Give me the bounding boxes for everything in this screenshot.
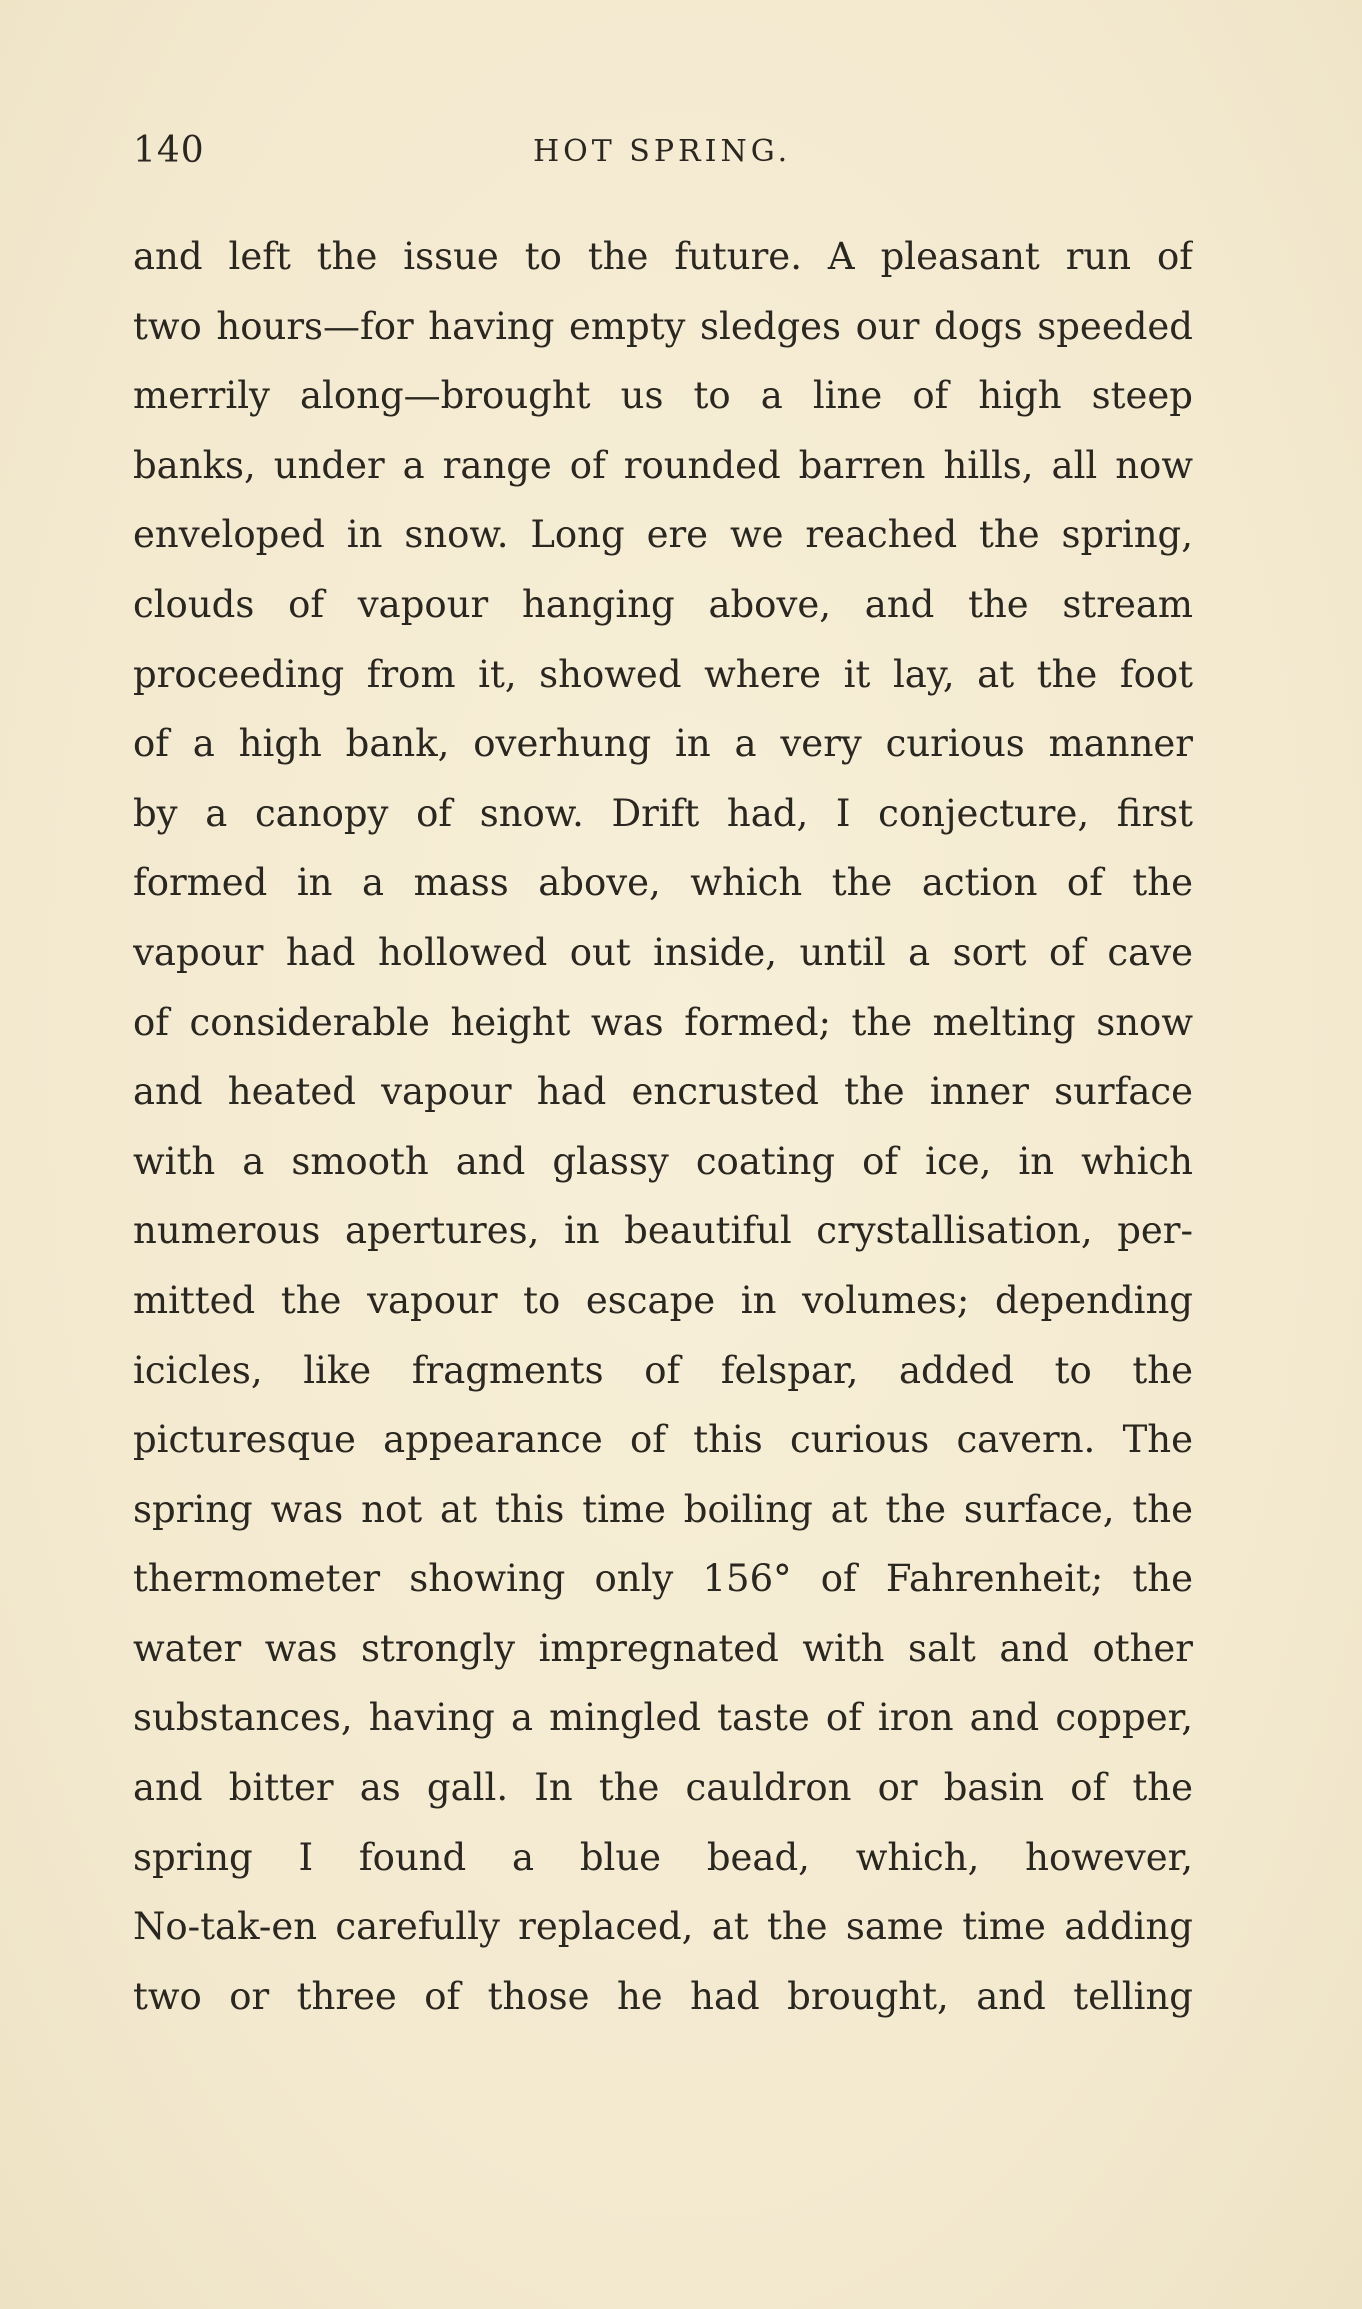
text-line: two or three of those he had brought, and telling [133,1974,1193,2018]
text-line: mitted the vapour to escape in volumes; depending [133,1278,1193,1322]
text-line: banks, under a range of rounded barren hills, all now [133,443,1193,487]
text-line: and heated vapour had encrusted the inner surface [133,1070,1193,1114]
text-line: vapour had hollowed out inside, until a sort of cave [133,930,1193,974]
text-line: icicles, like fragments of felspar, added to the [133,1348,1193,1392]
text-line: formed in a mass above, which the action of the [133,861,1193,905]
text-line: water was strongly impregnated with salt and other [133,1626,1193,1670]
text-line: and left the issue to the future. A pleasant run of [133,235,1193,278]
text-line: No-tak-en carefully replaced, at the same time adding [133,1905,1193,1949]
running-head: HOT SPRING. [533,134,792,169]
text-line: and bitter as gall. In the cauldron or basin of the [133,1766,1193,1810]
page-header [133,130,1183,180]
text-line: with a smooth and glassy coating of ice, in which [133,1139,1193,1183]
text-line: spring was not at this time boiling at the surface, the [133,1487,1193,1531]
text-line: of considerable height was formed; the melting snow [133,1000,1193,1044]
text-line: proceeding from it, showed where it lay, at the foot [133,652,1193,696]
text-line: of a high bank, overhung in a very curious manner [133,722,1193,766]
text-line: two hours—for having empty sledges our dogs speeded [133,304,1193,348]
text-line: merrily along—brought us to a line of high steep [133,374,1193,418]
text-line: by a canopy of snow. Drift had, I conjecture, first [133,791,1193,835]
text-line: substances, having a mingled taste of iron and copper, [133,1696,1193,1740]
page-number: 140 [133,130,205,171]
text-line: enveloped in snow. Long ere we reached the spring, [133,513,1193,557]
text-line: clouds of vapour hanging above, and the stream [133,582,1193,626]
text-line: picturesque appearance of this curious cavern. The [133,1418,1193,1462]
body-text [133,222,1193,2031]
text-line: thermometer showing only 156° of Fahrenheit; the [133,1557,1193,1601]
text-line: spring I found a blue bead, which, however, [133,1835,1193,1879]
text-line: numerous apertures, in beautiful crystallisation, per- [133,1209,1193,1253]
